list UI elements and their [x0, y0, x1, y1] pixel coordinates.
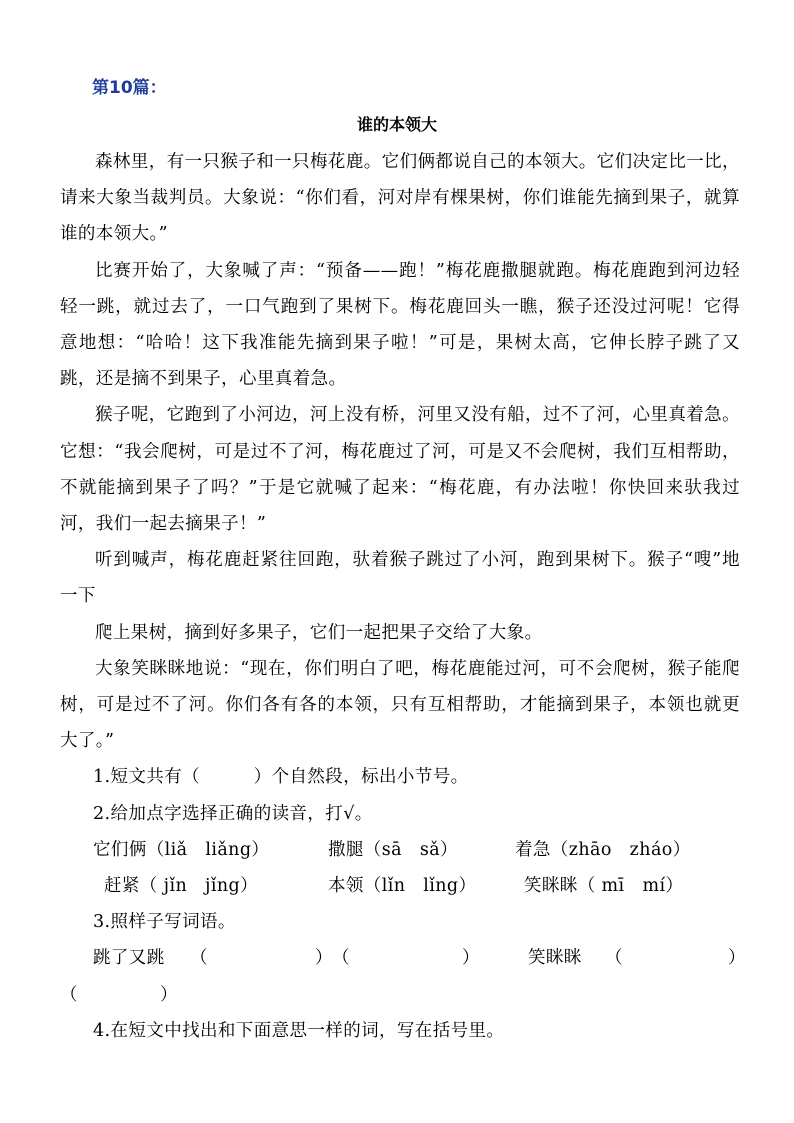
pinyin-option-zhaoji: 着急（zhāo zháo）	[515, 839, 691, 860]
answer-blank-close-1: ）	[315, 948, 333, 969]
question-3: 3.照样子写词语。	[93, 912, 236, 933]
answer-blank-open-2: （	[332, 948, 350, 969]
passage-body	[60, 144, 746, 1049]
answer-blank-open-1: （	[190, 948, 208, 969]
question-1: 1.短文共有（ ）个自然段，标出小节号。	[93, 767, 469, 788]
paragraph-5: 爬上果树，摘到好多果子，它们一起把果子交给了大象。	[95, 622, 543, 643]
question-2-options-row-1	[60, 832, 740, 868]
pinyin-option-benling: 本领（lǐn lǐng）	[328, 876, 477, 897]
paragraph-4: 听到喊声，梅花鹿赶紧往回跑，驮着猴子跳过了小河，跑到果树下。猴子“嗖”地一下	[60, 550, 740, 607]
passage-number-heading: 第10篇：	[92, 78, 167, 98]
paragraph-1: 森林里，有一只猴子和一只梅花鹿。它们俩都说自己的本领大。它们决定比一比，请来大象当裁判员。大象说：“你们看，河对岸有棵果树，你们谁能先摘到果子，就算谁的本领大。”	[60, 152, 740, 245]
passage-title: 谁的本领大	[356, 115, 437, 134]
paragraph-3: 猴子呢，它跑到了小河边，河上没有桥，河里又没有船，过不了河，心里真着急。它想：“我会爬树，可是过不了河，梅花鹿过了河，可是又不会爬树，我们互相帮助，不就能摘到果子了吗？”于是它就喊了起来：“梅花鹿，有办法啦！你快回来驮我过河，我们一起去摘果子！”	[60, 405, 740, 535]
question-4: 4.在短文中找出和下面意思一样的词，写在括号里。	[93, 1020, 505, 1041]
answer-blank-close-3: ）	[728, 948, 746, 969]
question-3-example-row-2	[60, 977, 740, 1013]
answer-blank-open-4: （	[60, 984, 78, 1005]
pinyin-option-satui: 撒腿（sā sǎ）	[328, 839, 458, 860]
pinyin-option-liang: 它们俩（liǎ liǎng）	[93, 839, 270, 860]
pinyin-option-ganjin: 赶紧（ jǐn jǐng）	[104, 876, 259, 897]
question-2-options-row-2	[60, 868, 740, 904]
answer-blank-open-3: （	[605, 948, 623, 969]
paragraph-2: 比赛开始了，大象喊了声：“预备——跑！”梅花鹿撒腿就跑。梅花鹿跑到河边轻轻一跳，就过去了，一口气跑到了果树下。梅花鹿回头一瞧，猴子还没过河呢！它得意地想：“哈哈！这下我准能先摘到果子啦！”可是，果树太高，它伸长脖子跳了又跳，还是摘不到果子，心里真着急。	[60, 260, 740, 390]
answer-blank-close-2: ）	[462, 948, 480, 969]
example-word-xiaomimi: 笑眯眯	[528, 948, 582, 969]
paragraph-6: 大象笑眯眯地说：“现在，你们明白了吧，梅花鹿能过河，可不会爬树，猴子能爬树，可是过不了河。你们各有各的本领，只有互相帮助，才能摘到果子，本领也就更大了。”	[60, 658, 740, 752]
pinyin-option-xiaomimi: 笑眯眯（ mī mí）	[524, 876, 684, 897]
question-3-example-row	[60, 940, 746, 976]
example-word-tiaoleyoutiao: 跳了又跳	[93, 948, 165, 969]
question-2: 2.给加点字选择正确的读音，打√。	[93, 803, 373, 824]
answer-blank-close-4: ）	[160, 984, 178, 1005]
